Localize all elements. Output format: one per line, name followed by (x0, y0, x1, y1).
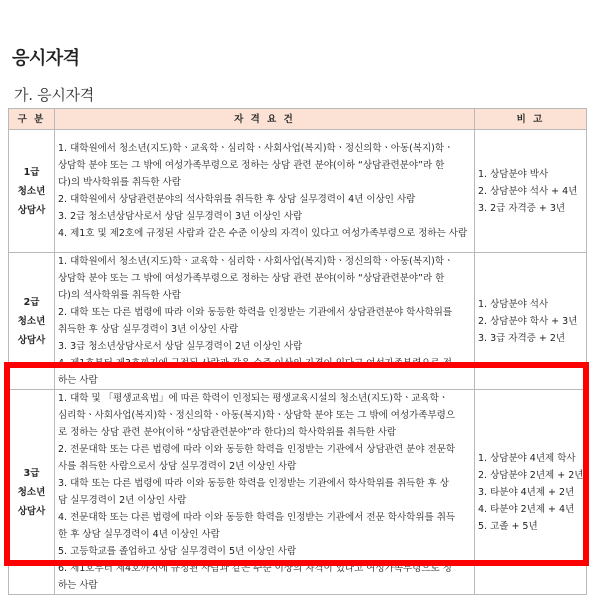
requirement-line: 다)의 박사학위를 취득한 사람 (58, 177, 181, 188)
requirement-line: 하는 사람 (58, 580, 98, 591)
table-row-grade1 (9, 130, 587, 253)
note-line: 1. 상담분야 박사 (478, 168, 549, 180)
grade-cell (9, 390, 55, 595)
requirement-line: 3. 2급 청소년상담사로서 상담 실무경력이 3년 이상인 사람 (58, 211, 303, 222)
header-notes: 비 고 (475, 109, 587, 130)
requirement-line: 3. 대학 또는 다른 법령에 따라 이와 동등한 학력을 인정받는 기관에서 학사학위를 취득한 후 상 (58, 478, 449, 489)
grade-title-line1: 청소년 (17, 486, 46, 498)
requirement-line: 4. 제1호부터 제3호까지에 규정된 사람과 같은 수준 이상의 자격이 있다고 여성가족부령으로 정 (58, 358, 452, 369)
requirement-line: 2. 대학원에서 상담관련분야의 석사학위를 취득한 후 상담 실무경력이 4년 이상인 사람 (58, 194, 416, 205)
requirement-line: 4. 제1호 및 제2호에 규정된 사람과 같은 수준 이상의 자격이 있다고 여성가족부령으로 정하는 사람 (58, 228, 468, 239)
section-title: 가. 응시자격 (14, 86, 94, 104)
requirement-line: 상담학 분야 또는 그 밖에 여성가족부령으로 정하는 상담 관련 분야(이하 “상담관련분야”라 한 (58, 273, 445, 284)
requirement-line: 심리학ㆍ사회사업(복지)학ㆍ정신의학ㆍ아동(복지)학ㆍ상담학 분야 또는 그 밖에 여성가족부령으 (58, 410, 456, 421)
note-line: 1. 상담분야 4년제 학사 (478, 452, 576, 464)
table-row-grade3 (9, 390, 587, 595)
requirement-line: 4. 전문대학 또는 다른 법령에 따라 이와 동등한 학력을 인정받는 기관에서 전문 학사학위를 취득 (58, 512, 456, 523)
requirement-line: 로 정하는 상담 관련 분야(이하 “상담관련분야”라 한다)의 학사학위를 취득한 사람 (58, 427, 397, 438)
note-line: 3. 3급 자격증 + 2년 (478, 332, 566, 344)
requirement-line: 한 후 상담 실무경력이 4년 이상인 사람 (58, 529, 220, 540)
note-line: 2. 상담분야 학사 + 3년 (478, 315, 578, 327)
requirement-line: 다)의 석사학위를 취득한 사람 (58, 290, 181, 301)
note-line: 2. 상담분야 2년제 + 2년 (478, 469, 583, 481)
requirement-line: 3. 3급 청소년상담사로서 상담 실무경력이 2년 이상인 사람 (58, 341, 303, 352)
notes-cell (475, 130, 587, 253)
requirement-line: 1. 대학원에서 청소년(지도)학ㆍ교육학ㆍ심리학ㆍ사회사업(복지)학ㆍ정신의학ㆍ아동(복지)학ㆍ (58, 143, 454, 154)
note-line: 3. 2급 자격증 + 3년 (478, 202, 566, 214)
grade-title-line2: 상담사 (17, 204, 46, 216)
requirement-line: 사를 취득한 사람으로서 상담 실무경력이 2년 이상인 사람 (58, 461, 297, 472)
requirement-line: 담 실무경력이 2년 이상인 사람 (58, 495, 187, 506)
note-line: 4. 타분야 2년제 + 4년 (478, 503, 575, 515)
grade-level: 3급 (23, 467, 40, 479)
requirement-line: 2. 전문대학 또는 다른 법령에 따라 이와 동등한 학력을 인정받는 기관에서 상담관련 분야 전문학 (58, 444, 456, 455)
grade-cell (9, 130, 55, 253)
note-line: 1. 상담분야 석사 (478, 298, 549, 310)
requirement-line: 5. 고등학교를 졸업하고 상담 실무경력이 5년 이상인 사람 (58, 546, 297, 557)
page-title: 응시자격 (12, 48, 80, 69)
requirements-cell (55, 253, 475, 390)
grade-level: 1급 (23, 166, 40, 178)
grade-title-line2: 상담사 (17, 334, 46, 346)
requirements-cell (55, 130, 475, 253)
requirement-line: 하는 사람 (58, 375, 98, 386)
grade-title-line1: 청소년 (17, 185, 46, 197)
note-line: 5. 고졸 + 5년 (478, 520, 538, 532)
requirement-line: 6. 제1호부터 제4호까지에 규정된 사람과 같은 수준 이상의 자격이 있다고 여성가족부령으로 정 (58, 563, 452, 574)
requirement-line: 2. 대학 또는 다른 법령에 따라 이와 동등한 학력을 인정받는 기관에서 상담관련분야 학사학위를 (58, 307, 453, 318)
requirement-line: 1. 대학원에서 청소년(지도)학ㆍ교육학ㆍ심리학ㆍ사회사업(복지)학ㆍ정신의학ㆍ아동(복지)학ㆍ (58, 256, 454, 267)
qualification-table (8, 108, 587, 595)
note-line: 3. 타분야 4년제 + 2년 (478, 486, 575, 498)
header-requirements: 자 격 요 건 (55, 109, 475, 130)
requirement-line: 취득한 후 상담 실무경력이 3년 이상인 사람 (58, 324, 239, 335)
notes-cell (475, 390, 587, 595)
notes-cell (475, 253, 587, 390)
table-row-grade2 (9, 253, 587, 390)
table-header-row (9, 109, 587, 130)
note-line: 2. 상담분야 석사 + 4년 (478, 185, 578, 197)
header-category: 구 분 (9, 109, 55, 130)
requirement-line: 1. 대학 및 「평생교육법」에 따른 학력이 인정되는 평생교육시설의 청소년(지도)학ㆍ교육학ㆍ (58, 393, 449, 404)
grade-title-line1: 청소년 (17, 315, 46, 327)
requirements-cell (55, 390, 475, 595)
grade-title-line2: 상담사 (17, 505, 46, 517)
grade-cell (9, 253, 55, 390)
requirement-line: 상담학 분야 또는 그 밖에 여성가족부령으로 정하는 상담 관련 분야(이하 “상담관련분야”라 한 (58, 160, 445, 171)
grade-level: 2급 (23, 296, 40, 308)
